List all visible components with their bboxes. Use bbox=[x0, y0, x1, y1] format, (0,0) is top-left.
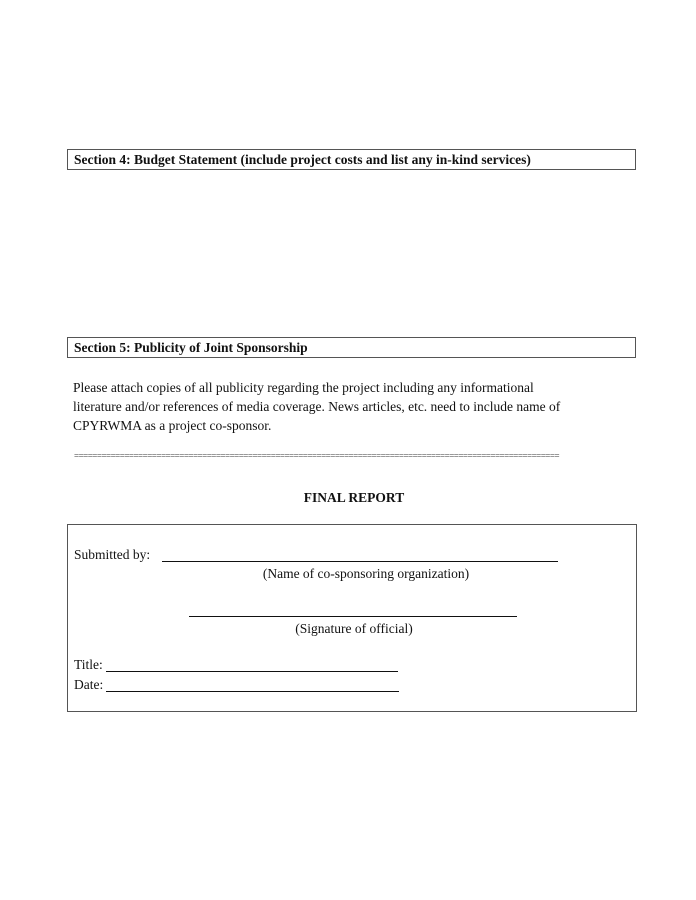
publicity-line-2: literature and/or references of media coverage. News articles, etc. need to include name of bbox=[73, 399, 561, 414]
signature-caption: (Signature of official) bbox=[295, 621, 413, 636]
submitted-by-field[interactable] bbox=[162, 561, 558, 562]
separator-rule: ========================================================================================================== bbox=[74, 451, 560, 461]
section-5-header bbox=[67, 337, 636, 358]
date-field[interactable] bbox=[106, 691, 399, 692]
date-label: Date: bbox=[74, 677, 104, 692]
publicity-line-1: Please attach copies of all publicity regarding the project including any informational bbox=[73, 380, 534, 395]
section-5-title: Section 5: Publicity of Joint Sponsorship bbox=[74, 340, 308, 355]
submitted-by-caption: (Name of co-sponsoring organization) bbox=[262, 566, 470, 581]
publicity-line-3: CPYRWMA as a project co-sponsor. bbox=[73, 418, 272, 433]
submitted-by-label: Submitted by: bbox=[74, 547, 151, 562]
signature-field[interactable] bbox=[189, 616, 517, 617]
section-4-header bbox=[67, 149, 636, 170]
title-field[interactable] bbox=[106, 671, 398, 672]
title-label: Title: bbox=[74, 657, 103, 672]
publicity-instructions bbox=[73, 378, 643, 435]
final-report-title: FINAL REPORT bbox=[303, 490, 405, 505]
section-4-title: Section 4: Budget Statement (include project costs and list any in-kind services) bbox=[74, 152, 531, 167]
final-report-box bbox=[67, 524, 637, 712]
